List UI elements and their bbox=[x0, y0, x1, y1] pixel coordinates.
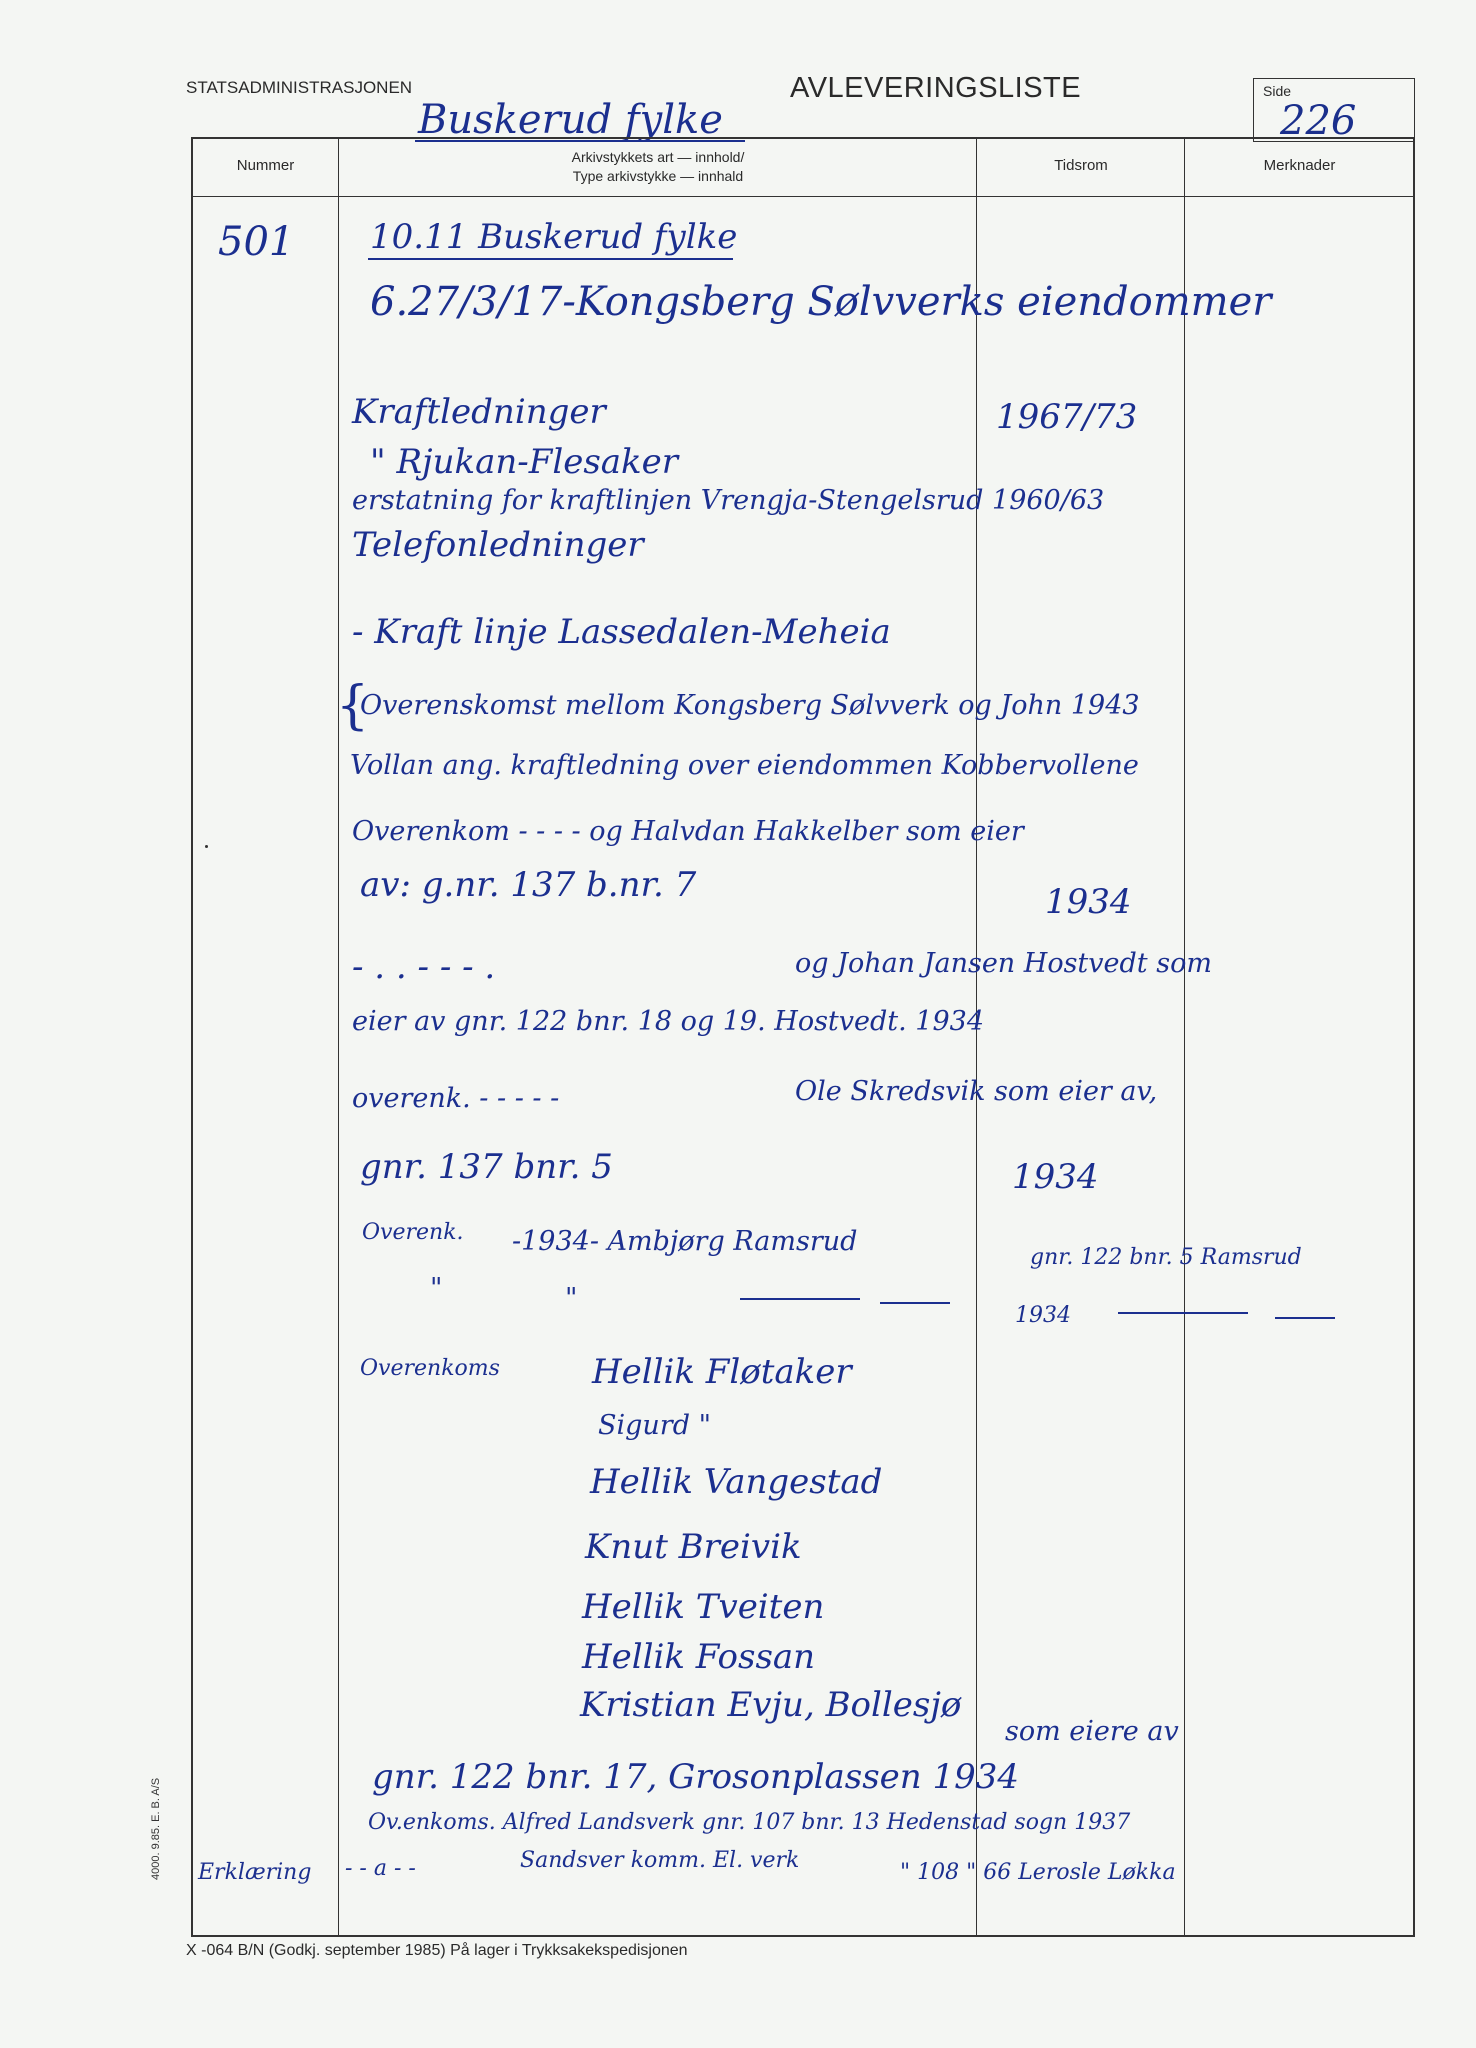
entry-line-26: Ov.enkoms. Alfred Landsverk gnr. 107 bnr. 13 Hedenstad sogn 1937 bbox=[368, 1810, 1131, 1835]
form-title: AVLEVERINGSLISTE bbox=[790, 72, 1082, 104]
entry-line-13: eier av gnr. 122 bnr. 18 og 19. Hostvedt. 1934 bbox=[352, 1006, 985, 1037]
entry-line-12: og Johan Jansen Hostvedt som bbox=[795, 948, 1212, 979]
entry-line-17-ditto-1: " bbox=[430, 1273, 443, 1304]
entry-line-24-owners: som eiere av bbox=[1005, 1716, 1179, 1747]
entry-line-10: Overenkom - - - - og Halvdan Hakkelber som eier bbox=[352, 816, 1024, 847]
entry-line-21: Knut Breivik bbox=[585, 1527, 802, 1567]
entry-line-27-label: Erklæring bbox=[198, 1860, 312, 1885]
entry-line-16-label: Overenk. bbox=[362, 1220, 464, 1245]
column-header-type-line1: Arkivstykkets art — innhold/ bbox=[571, 149, 745, 165]
entry-line-14-dashes: overenk. - - - - - bbox=[352, 1083, 560, 1114]
entry-line-2: 6.27/3/17-Kongsberg Sølvverks eiendommer bbox=[370, 279, 1272, 325]
entry-line-4: " Rjukan-Flesaker bbox=[370, 442, 679, 482]
entry-line-1-underline bbox=[368, 258, 733, 260]
entry-line-7: - Kraft linje Lassedalen-Meheia bbox=[352, 612, 891, 652]
entry-line-16: -1934- Ambjørg Ramsrud bbox=[512, 1226, 858, 1257]
entry-line-5: erstatning for kraftlinjen Vrengja-Stengelsrud 1960/63 bbox=[352, 485, 1105, 516]
ditto-line-4 bbox=[1275, 1317, 1335, 1319]
entry-line-11-period: 1934 bbox=[1045, 882, 1132, 922]
column-divider-2 bbox=[976, 137, 977, 1937]
entry-line-27-property: " 108 " 66 Lerosle Løkka bbox=[900, 1860, 1176, 1885]
margin-dot bbox=[205, 845, 208, 848]
entry-line-16-property: gnr. 122 bnr. 5 Ramsrud bbox=[1030, 1245, 1302, 1270]
column-header-merknader: Merknader bbox=[1263, 157, 1336, 174]
page-number-value: 226 bbox=[1280, 98, 1357, 144]
entry-line-11: av: g.nr. 137 b.nr. 7 bbox=[360, 865, 697, 905]
entry-number: 501 bbox=[218, 219, 295, 265]
ditto-line-3 bbox=[1118, 1312, 1248, 1314]
form-footer: X -064 B/N (Godkj. september 1985) På lager i Trykksakekspedisjonen bbox=[186, 1942, 688, 1959]
county-header: Buskerud fylke bbox=[418, 97, 723, 143]
entry-line-20: Hellik Vangestad bbox=[590, 1462, 883, 1502]
entry-line-12-dashes: - . . - - - . bbox=[352, 947, 496, 987]
entry-line-27: Sandsver komm. El. verk bbox=[520, 1848, 800, 1873]
entry-line-15: gnr. 137 bnr. 5 bbox=[360, 1147, 613, 1187]
page-number-label: Side bbox=[1263, 83, 1292, 99]
entry-line-15-period: 1934 bbox=[1012, 1157, 1099, 1197]
column-header-type-line2: Type arkivstykke — innhald bbox=[572, 168, 744, 184]
entry-line-24: Kristian Evju, Bollesjø bbox=[580, 1685, 962, 1725]
entry-line-6: Telefonledninger bbox=[352, 525, 644, 565]
entry-line-3: Kraftledninger bbox=[352, 392, 606, 432]
column-header-nummer: Nummer bbox=[236, 157, 295, 174]
entry-line-25: gnr. 122 bnr. 17, Grosonplassen 1934 bbox=[372, 1757, 1020, 1797]
entry-line-9: Vollan ang. kraftledning over eiendommen Kobbervollene bbox=[350, 750, 1139, 781]
entry-line-17-ditto-2: " bbox=[565, 1283, 578, 1314]
entry-line-27-dashes: - - a - - bbox=[345, 1856, 416, 1881]
table-header-divider bbox=[191, 196, 1415, 197]
column-divider-3 bbox=[1184, 137, 1185, 1937]
column-header-tidsrom: Tidsrom bbox=[1054, 157, 1108, 174]
org-name: STATSADMINISTRASJONEN bbox=[186, 78, 413, 97]
print-code: 4000. 9.85. E. B. A/S bbox=[150, 1777, 162, 1880]
entry-line-4-period: 1967/73 bbox=[996, 397, 1138, 437]
entry-line-18-label: Overenkoms bbox=[360, 1356, 500, 1381]
entry-line-19: Sigurd " bbox=[598, 1410, 711, 1441]
entry-brace: { bbox=[336, 676, 370, 736]
entry-line-22: Hellik Tveiten bbox=[582, 1587, 825, 1627]
ditto-line-1 bbox=[740, 1298, 860, 1300]
entry-line-1: 10.11 Buskerud fylke bbox=[370, 217, 738, 257]
entry-line-14: Ole Skredsvik som eier av, bbox=[795, 1076, 1158, 1107]
entry-line-18: Hellik Fløtaker bbox=[592, 1352, 852, 1392]
entry-line-8: Overenskomst mellom Kongsberg Sølvverk og John 1943 bbox=[360, 690, 1140, 721]
column-divider-1 bbox=[338, 137, 339, 1937]
entry-line-23: Hellik Fossan bbox=[582, 1637, 816, 1677]
entry-line-17-period: 1934 bbox=[1015, 1303, 1071, 1328]
ditto-line-2 bbox=[880, 1302, 950, 1304]
